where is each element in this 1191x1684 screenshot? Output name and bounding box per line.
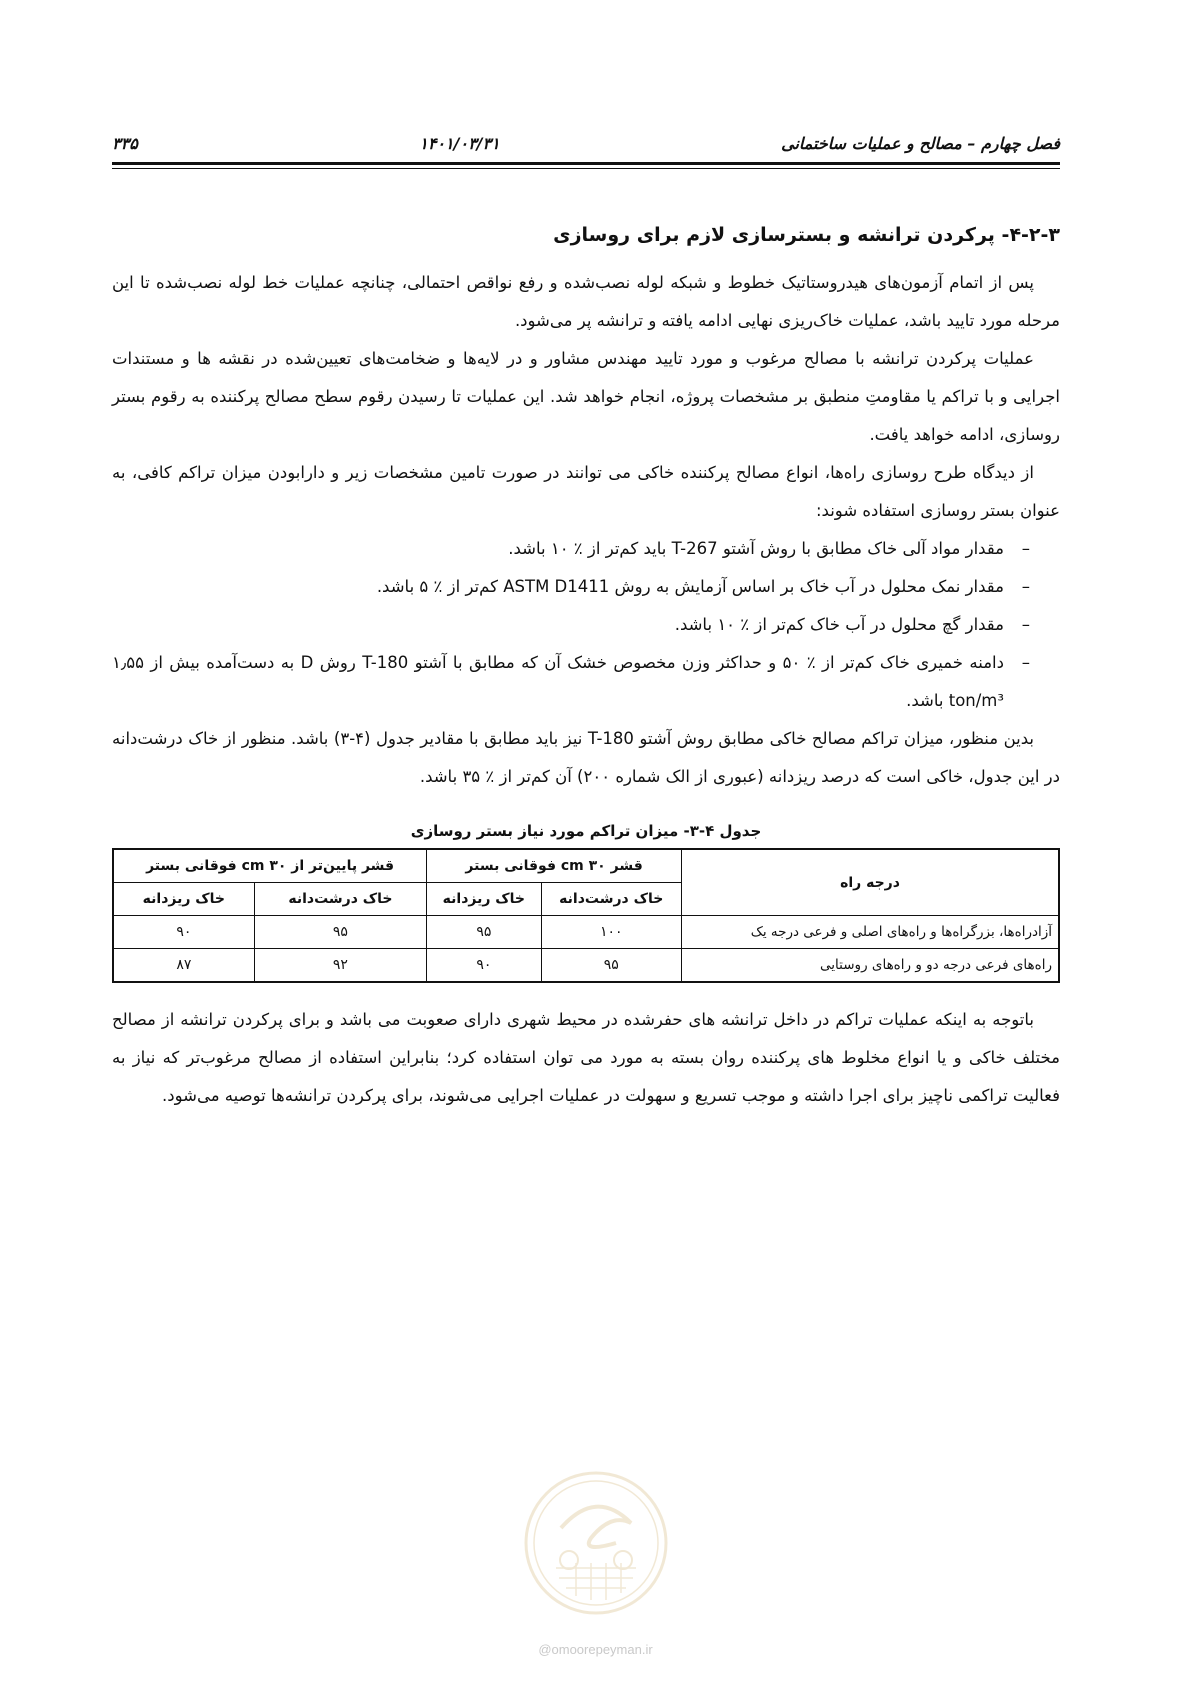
page-number: ۳۳۵ bbox=[112, 133, 138, 153]
requirements-list bbox=[112, 530, 1060, 720]
cell-value: ۹۰ bbox=[113, 916, 254, 949]
list-item bbox=[112, 644, 1030, 720]
paragraph-3: از دیدگاه طرح روسازی راه‌ها، انواع مصالح پرکننده خاکی می توانند در صورت تامین مشخصات زیر و دارابودن میزان تراکم کافی، به عنوان بستر روسازی استفاده شوند: bbox=[112, 463, 1060, 520]
list-dash: – bbox=[1021, 615, 1030, 634]
page-body bbox=[112, 218, 1060, 1115]
cell-value: ۹۲ bbox=[254, 949, 427, 983]
table-row bbox=[113, 949, 1059, 983]
list-item-text: مقدار مواد آلی خاک مطابق با روش آشتو T-267 باید کم‌تر از ٪ ۱۰ باشد. bbox=[508, 539, 1004, 558]
compaction-table bbox=[112, 848, 1060, 983]
watermark-url: @omoorepeyman.ir bbox=[538, 1642, 653, 1657]
paragraph-1: پس از اتمام آزمون‌های هیدروستاتیک خطوط و شبکه لوله نصب‌شده و رفع نواقص احتمالی، چنانچه عملیات خط لوله نصب‌شده تا این مرحله مورد تایید باشد، عملیات خاک‌ریزی نهایی ادامه یافته و ترانشه پر می‌شود. bbox=[112, 273, 1060, 330]
list-item bbox=[112, 568, 1030, 606]
table-row bbox=[113, 916, 1059, 949]
cell-value: ۹۵ bbox=[541, 949, 681, 983]
paragraph-2: عملیات پرکردن ترانشه با مصالح مرغوب و مورد تایید مهندس مشاور و در لایه‌ها و ضخامت‌های تعیین‌شده در نقشه ها و مستندات اجرایی و با تراکم یا مقاومتِ منطبق بر مشخصات پروژه، انجام خواهد شد. این عملیات تا رسیدن رقوم سطح مصالح پرکننده به رقوم بستر روسازی، ادامه خواهد یافت. bbox=[112, 349, 1060, 444]
paragraph-5: باتوجه به اینکه عملیات تراکم در داخل ترانشه های حفرشده در محیط شهری دارای صعوبت می باشد و برای پرکردن ترانشه از مصالح مختلف خاکی و یا انواع مخلوط های پرکننده روان بسته به مورد می توان استفاده کرد؛ بنابراین استفاده از مصالح مرغوب‌تر که نیاز به فعالیت تراکمی ناچیز برای اجرا داشته و موجب تسریع و سهولت در عملیات اجرایی می‌شوند، برای پرکردن ترانشه‌ها توصیه می‌شود. bbox=[112, 1010, 1060, 1105]
list-item bbox=[112, 530, 1030, 568]
list-item-text: مقدار نمک محلول در آب خاک بر اساس آزمایش به روش ASTM D1411 کم‌تر از ٪ ۵ باشد. bbox=[376, 577, 1004, 596]
header-fine: خاک ریزدانه bbox=[113, 883, 254, 916]
list-item-text: دامنه خمیری خاک کم‌تر از ٪ ۵۰ و حداکثر وزن مخصوص خشک آن که مطابق با آشتو T-180 روش D به دست‌آمده بیش از ۱٫۵۵ ton/m³ باشد. bbox=[112, 653, 1004, 710]
cell-value: ۱۰۰ bbox=[541, 916, 681, 949]
cell-value: ۹۵ bbox=[254, 916, 427, 949]
header-coarse: خاک درشت‌دانه bbox=[254, 883, 427, 916]
header-fine: خاک ریزدانه bbox=[427, 883, 541, 916]
list-dash: – bbox=[1021, 653, 1030, 672]
table-caption: جدول ۴-۳- میزان تراکم مورد نیاز بستر روسازی bbox=[410, 822, 762, 840]
cell-value: ۹۵ bbox=[427, 916, 541, 949]
cell-road: آزادراه‌ها، بزرگراه‌ها و راه‌های اصلی و فرعی درجه یک bbox=[681, 916, 1059, 949]
chapter-title: فصل چهارم – مصالح و عملیات ساختمانی bbox=[781, 133, 1060, 153]
header-road-class: درجه راه bbox=[681, 849, 1059, 916]
header-rule-thick bbox=[112, 162, 1060, 165]
page-header bbox=[112, 128, 1060, 158]
list-item bbox=[112, 606, 1030, 644]
page-date: ۱۴۰۱/۰۳/۳۱ bbox=[419, 133, 500, 153]
paragraph-4: بدین منظور، میزان تراکم مصالح خاکی مطابق روش آشتو T-180 نیز باید مطابق با مقادیر جدول (۴-۳) باشد. منظور از خاک درشت‌دانه در این جدول، خاکی است که درصد ریزدانه (عبوری از الک شماره ۲۰۰) آن کم‌تر از ٪ ۳۵ باشد. bbox=[112, 729, 1060, 786]
header-top-layer: قشر cm ۳۰ فوقانی بستر bbox=[427, 849, 682, 883]
cell-road: راه‌های فرعی درجه دو و راه‌های روستایی bbox=[681, 949, 1059, 983]
section-heading: ۴-۲-۳- پرکردن ترانشه و بسترسازی لازم برای روسازی bbox=[553, 224, 1060, 246]
list-dash: – bbox=[1021, 577, 1030, 596]
cell-value: ۹۰ bbox=[427, 949, 541, 983]
header-rule-thin bbox=[112, 168, 1060, 169]
list-item-text: مقدار گچ محلول در آب خاک کم‌تر از ٪ ۱۰ باشد. bbox=[674, 615, 1004, 634]
table-header-row bbox=[113, 849, 1059, 883]
cell-value: ۸۷ bbox=[113, 949, 254, 983]
omoorepeyman-seal-icon bbox=[521, 1468, 671, 1618]
list-dash: – bbox=[1021, 539, 1030, 558]
header-coarse: خاک درشت‌دانه bbox=[541, 883, 681, 916]
header-lower-layer: قشر پایین‌تر از cm ۳۰ فوقانی بستر bbox=[113, 849, 427, 883]
